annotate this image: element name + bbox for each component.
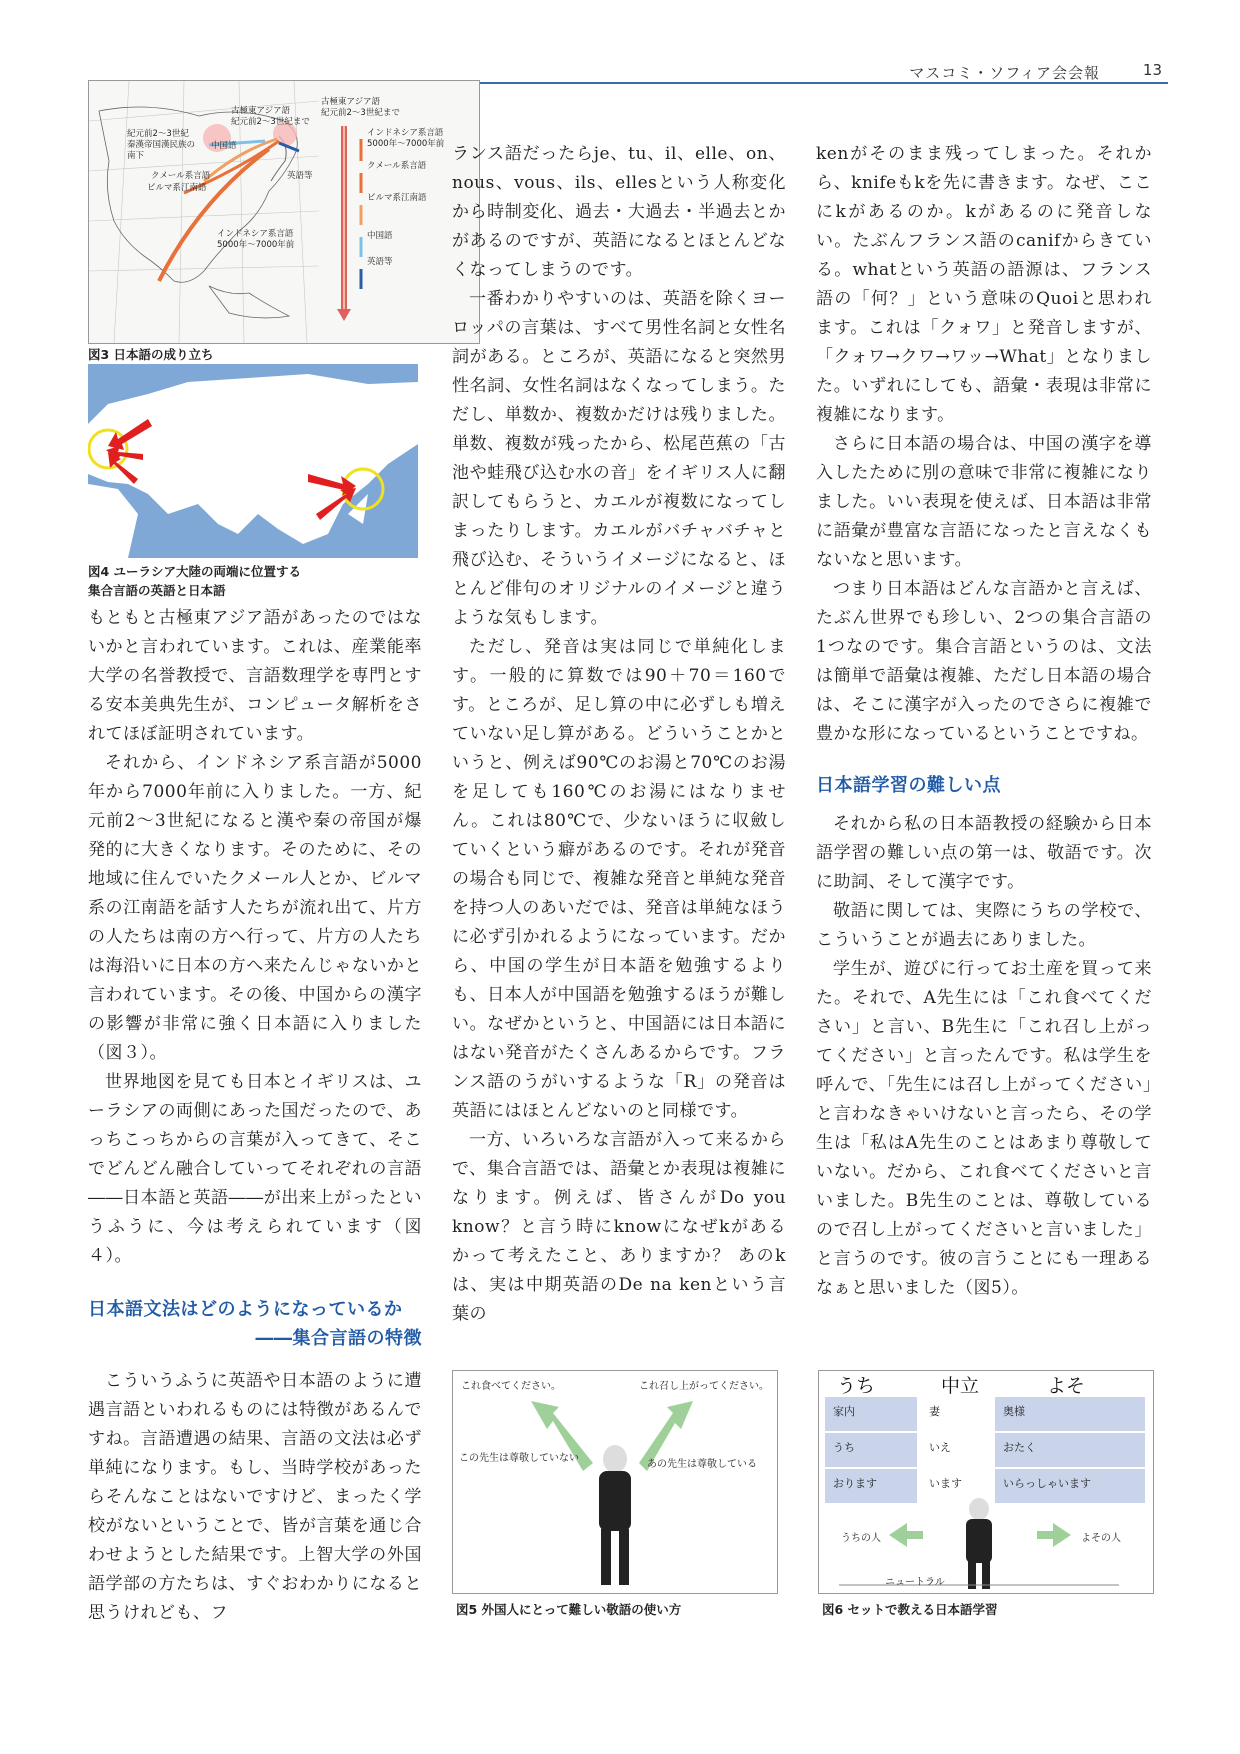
fig6-label-yoso-person: よその人 — [1081, 1533, 1121, 1544]
map-label-khmer: クメール系言語 — [151, 171, 211, 181]
figure-5-caption: 図5 外国人にとって難しい敬語の使い方 — [456, 1602, 682, 1617]
fig6-header-chuuritsu: 中立 — [941, 1375, 980, 1397]
legend-indo-2: 5000年～7000年前 — [367, 139, 445, 149]
col1-paragraph-2: それから、インドネシア系言語が5000年から7000年前に入りました。一方、紀元前2～3世紀になると漢や秦の帝国が爆発的に大きくなります。そのために、その地域に住んでいたクメール人とか、ビルマ系の江南語を話す人たちが流れ出て、片方の人たちは南の方へ行って、片方の人たちは海沿いに日本の方へ来たんじゃないかと言われています。その後、中国からの漢字の影響が非常に強く日本語に入りました（図３）。 — [88, 753, 422, 1063]
page-number: 13 — [1142, 61, 1162, 79]
figure-6-graphic — [819, 1371, 1153, 1593]
col2-paragraph-2: 一番わかりやすいのは、英語を除くヨーロッパの言葉は、すべて男性名詞と女性名詞がある。ところが、英語になると突然男性名詞、女性名詞はなくなってしまう。ただし、単数か、複数かだけは残りました。単数、複数が残ったから、松尾芭蕉の「古池や蛙飛び込む水の音」をイギリス人に翻訳してもらうと、カエルが複数になってしまったりします。カエルがバチャバチャと飛び込む、そういうイメージになると、ほとんど俳句のオリジナルのイメージと違うような気もします。 — [452, 289, 786, 628]
fig6-cell-mid-2: いえ — [921, 1433, 991, 1467]
fig6-cell-mid-3: います — [921, 1469, 991, 1503]
legend-khmer: クメール系言語 — [367, 161, 427, 171]
col1-paragraph-4: こういうふうに英語や日本語のように遭遇言語といわれるものには特徴があるんですね。言語遭遇の結果、言語の文法は必ず単純になります。もし、当時学校があったらそんなことはないですけど、まったく学校がないということで、皆が言葉を通じ合わせようとした結果です。上智大学の外国語学部の方たちは、すぐおわかりになると思うけれども、フ — [88, 1371, 422, 1623]
fig6-cell-left-1: 家内 — [825, 1397, 917, 1431]
col3-paragraph-6: 学生が、遊びに行ってお土産を買って来た。それで、A先生には「これ食べてください」と言い、B先生に「これ召し上がってください」と言ったんです。私は学生を呼んで、「先生には召し上がってください」と言わなきゃいけないと言ったら、その学生は「私はA先生のことはあまり尊敬していない。だから、これ食べてくださいと言いました。B先生のことは、尊敬しているので召し上がってくださいと言いました」と言うのです。彼の言うことにも一理あるなぁと思いました（図5）。 — [816, 959, 1152, 1298]
col1-paragraph-1: もともと古極東アジア語があったのではないかと言われています。これは、産業能率大学の名誉教授で、言語数理学を専門とする安本美典先生が、コンピュータ解析をされてほぼ証明されています。 — [88, 608, 422, 744]
map-label-qinhan-2: 秦漢帝国漢民族の — [127, 140, 196, 150]
col1-section-heading — [88, 1295, 422, 1353]
fig5-label-meshiagare: これ召し上がってください。 — [639, 1381, 769, 1392]
figure-3-map — [88, 80, 480, 344]
legend-burma: ビルマ系江南語 — [367, 193, 427, 203]
legend-paleo-1: 古極東アジア語 — [321, 97, 381, 107]
figure-5-graphic — [453, 1371, 777, 1593]
fig5-label-eat: これ食べてください。 — [461, 1381, 561, 1392]
figure-4-map — [88, 364, 418, 558]
column-3 — [816, 140, 1152, 1303]
fig6-header-yoso: よそ — [1047, 1375, 1086, 1397]
col1-heading-line2: ――集合言語の特徴 — [255, 1328, 422, 1349]
fig6-cell-left-3: おります — [825, 1469, 917, 1503]
figure-6-chart — [818, 1370, 1154, 1594]
legend-chinese: 中国語 — [367, 231, 393, 241]
legend-indo-1: インドネシア系言語 — [367, 128, 444, 138]
map-label-indonesia: インドネシア系言語 — [217, 229, 294, 239]
fig6-cell-right-3: いらっしゃいます — [995, 1469, 1145, 1503]
column-1 — [88, 604, 422, 1628]
fig6-cell-right-2: おたく — [995, 1433, 1145, 1467]
figure-4-caption-line1: 図4 ユーラシア大陸の両端に位置する — [88, 564, 302, 579]
col1-paragraph-3: 世界地図を見ても日本とイギリスは、ユーラシアの両側にあった国だったので、あっちこっちからの言葉が入ってきて、そこでどんどん融合していってそれぞれの言語――日本語と英語――が出来上がったというふうに、今は考えられています（図４）。 — [88, 1072, 422, 1266]
col1-heading-line1: 日本語文法はどのようになっているか — [88, 1299, 403, 1320]
fig6-label-neutral: ニュートラル — [885, 1577, 945, 1588]
map-label-burma: ビルマ系江南語 — [147, 183, 207, 193]
col2-paragraph-3: ただし、発音は実は同じで単純化します。一般的に算数では90＋70＝160です。ところが、足し算の中に必ずしも増えていない足し算がある。どういうことかというと、例えば90℃のお湯と70℃のお湯を足しても160℃のお湯にはなりません。これは80℃で、少ないほうに収斂していくという癖があるのです。それが発音の場合も同じで、複雑な発音と単純な発音を持つ人のあいだでは、発音は単純なほうに必ず引かれるようになっています。だから、中国の学生が日本語を勉強するよりも、日本人が中国語を勉強するほうが難しい。なぜかというと、中国語には日本語にはない発音がたくさんあるからです。フランス語のうがいするような「R」の発音は英語にはほとんどないのと同様です。 — [452, 637, 786, 1121]
map-label-paleo-asia: 古極東アジア語 — [231, 106, 291, 116]
figure-4-caption-line2: 集合言語の英語と日本語 — [88, 583, 226, 598]
figure-5-photo — [452, 1370, 778, 1594]
legend-english: 英語等 — [367, 257, 393, 267]
col3-paragraph-5: 敬語に関しては、実際にうちの学校で、こういうことが過去にありました。 — [816, 901, 1152, 950]
fig6-header-uchi: うち — [837, 1375, 876, 1397]
col3-paragraph-4: それから私の日本語教授の経験から日本語学習の難しい点の第一は、敬語です。次に助詞、そして漢字です。 — [816, 814, 1152, 892]
map-4-graphic — [88, 364, 418, 558]
map-label-qinhan-1: 紀元前2～3世紀 — [127, 129, 189, 139]
fig6-cell-mid-1: 妻 — [921, 1397, 991, 1431]
fig6-label-uchi-person: うちの人 — [841, 1533, 881, 1544]
fig6-cell-left-2: うち — [825, 1433, 917, 1467]
col3-paragraph-2: さらに日本語の場合は、中国の漢字を導入したために別の意味で非常に複雑になりました。いい表現を使えば、日本語は非常に語彙が豊富な言語になったと言えなくもないなと思います。 — [816, 434, 1152, 570]
col2-paragraph-4: 一方、いろいろな言語が入って来るからで、集合言語では、語彙とか表現は複雑になります。例えば、皆さんがDo you know？と言う時にknowになぜkがあるかって考えたこと、ありますか？ あのkは、実は中期英語のDe na kenという言葉の — [452, 1130, 786, 1324]
map-label-paleo-date: 紀元前2～3世紀まで — [231, 117, 310, 127]
fig5-label-respect: あの先生は尊敬している — [647, 1459, 757, 1470]
fig5-label-no-respect: この先生は尊敬していない — [459, 1453, 579, 1464]
figure-6-caption: 図6 セットで教える日本語学習 — [822, 1602, 998, 1617]
fig6-cell-right-1: 奥様 — [995, 1397, 1145, 1431]
map-label-qinhan-3: 南下 — [127, 151, 145, 161]
map-label-indo-date: 5000年～7000年前 — [217, 240, 295, 250]
figure-3-caption: 図3 日本語の成り立ち — [88, 347, 214, 362]
legend-paleo-2: 紀元前2～3世紀まで — [321, 108, 400, 118]
map-label-english: 英語等 — [287, 171, 313, 181]
figure-4-caption — [88, 562, 301, 600]
map-label-chinese: 中国語 — [211, 141, 237, 151]
column-2 — [452, 140, 786, 1329]
publication-name: マスコミ・ソフィア会会報 — [909, 64, 1100, 82]
col3-paragraph-3: つまり日本語はどんな言語かと言えば、たぶん世界でも珍しい、2つの集合言語の1つなのです。集合言語というのは、文法は簡単で語彙は複雑、ただし日本語の場合は、そこに漢字が入ったのでさらに複雑で豊かな形になっているということですね。 — [816, 579, 1152, 744]
col3-section-heading: 日本語学習の難しい点 — [816, 775, 1001, 796]
col2-paragraph-1: ランス語だったらje、tu、il、elle、on、nous、vous、ils、ellesという人称変化から時制変化、過去・大過去・半過去とかがあるのですが、英語になるとほとんどなくなってしまうのです。 — [452, 144, 786, 280]
col3-paragraph-1: kenがそのまま残ってしまった。それから、knifeもkを先に書きます。なぜ、ここにkがあるのか。kがあるのに発音しない。たぶんフランス語のcanifからきている。whatという英語の語源は、フランス語の「何？」という意味のQuoiと思われます。これは「クォワ」と発音しますが、「クォワ→クワ→ワッ→What」となりました。いずれにしても、語彙・表現は非常に複雑になります。 — [816, 144, 1152, 425]
